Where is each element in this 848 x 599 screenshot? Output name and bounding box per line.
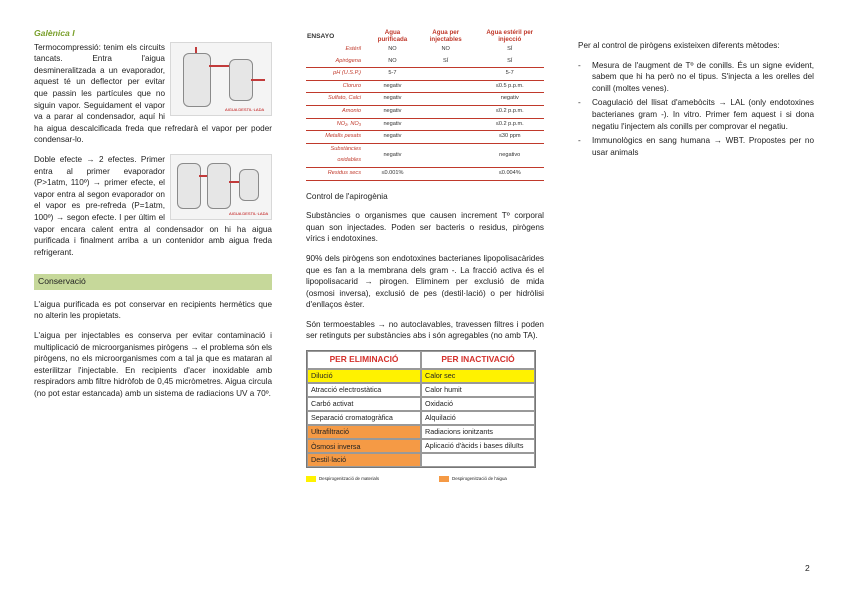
pyrogen-cell: Calor humit bbox=[421, 383, 535, 397]
conservation-paragraph-1: L'aigua purificada es pot conservar en recipients hermètics que no alterin les propietats. bbox=[34, 299, 272, 321]
pyrogen-cell: Aplicació d'àcids i bases diluïts bbox=[421, 439, 535, 453]
pyrogen-methods-table bbox=[306, 350, 536, 468]
table-header: Agua per injectables bbox=[429, 29, 462, 43]
table-row: Cloruro negativ ≤0.5 p.p.m. bbox=[306, 80, 544, 93]
pyrogen-cell: Oxidació bbox=[421, 397, 535, 411]
section-heading-apirogenia: Control de l'apirogènia bbox=[306, 191, 388, 201]
pyrogen-cell: Dilució bbox=[307, 369, 421, 383]
conservation-paragraph-2: L'aigua per injectables es conserva per evitar contaminació i multiplicació de microorganismes pirògens → el problema són els pirògens, no els microorganismes com a tal ja que es mataran al esterilitzar l'injectable. En recipients d'acer inoxidable amb respiradors amb filtre hidròfob de 0,45 micròmetres. Aigua circula (no pot estar estancada) amb un sistema de radiacions UV a 70º. bbox=[34, 331, 272, 399]
column-middle bbox=[306, 28, 544, 485]
list-dash: - bbox=[578, 136, 581, 146]
table-header: Agua purificada bbox=[377, 29, 408, 43]
table-row: Substàncies oxidables negativ negativo bbox=[306, 143, 544, 167]
double-effect-diagram bbox=[170, 154, 272, 220]
diagram-caption: AIGUA DESTIL·LADA bbox=[225, 106, 265, 112]
table-header: Agua estéril per injecció bbox=[486, 29, 534, 43]
page-number: 2 bbox=[805, 563, 810, 573]
document-title: Galènica I bbox=[34, 28, 75, 38]
pyrogen-cell: Atracció electrostàtica bbox=[307, 383, 421, 397]
pyrogen-legend bbox=[306, 473, 544, 485]
methods-list bbox=[578, 60, 814, 159]
table-row: Residus secs ≤0.001% ≤0.004% bbox=[306, 167, 544, 180]
list-dash: - bbox=[578, 60, 581, 70]
pyrogen-cell: Radiacions ionitzants bbox=[421, 425, 535, 439]
table-row: pH (U.S.P.) 5-7 5-7 bbox=[306, 68, 544, 81]
table-row: Metalls pesats negativ ≤30 ppm bbox=[306, 131, 544, 144]
pyrogen-cell: Òsmosi inversa bbox=[307, 439, 421, 453]
legend-swatch-orange bbox=[439, 476, 449, 482]
table-row: Amonio negativ ≤0.2 p.p.m. bbox=[306, 105, 544, 118]
water-specs-table bbox=[306, 28, 544, 181]
pyrogen-cell: Destil·lació bbox=[307, 453, 421, 467]
legend-swatch-yellow bbox=[306, 476, 316, 482]
pyrogen-header-inactivation: PER INACTIVACIÓ bbox=[421, 351, 535, 369]
list-dash: - bbox=[578, 98, 581, 108]
section-heading-conservacio: Conservació bbox=[34, 274, 272, 290]
legend-label: Despirogenització de l'aigua bbox=[452, 476, 507, 482]
pyrogen-cell-empty bbox=[421, 453, 535, 467]
termocompression-paragraph: Termocompressió: tenim els circuits tancats. Entra l'aigua desmineralitzada a un evaporador, aquest té un deflector per evitar que passin les partícules que no siguin vapor. Seguidament el vapor va a parar al condensador, aquí hi ha aigua descalcificada freda que refredarà el vapor per poder condensar-lo. bbox=[34, 42, 272, 145]
legend-label: Despirogenització de materials bbox=[319, 476, 380, 482]
pyrogen-cell: Separació cromatogràfica bbox=[307, 411, 421, 425]
termocompression-diagram bbox=[170, 42, 272, 116]
pyrogen-cell: Alquilació bbox=[421, 411, 535, 425]
diagram-caption: AIGUA DESTIL·LADA bbox=[229, 210, 269, 216]
double-effect-paragraph: Doble efecte → 2 efectes. Primer entra al primer evaporador (P>1atm, 110º) → primer efecte, el vapor entra al segon evaporador on el vapor es pre-refreda (P=1atm, 100º) → segon efecte. I per últim el vapor encara calent entra al condensador on hi ha aigua purificada i finalment arriba a un contenidor amb aigua freda refrigerant. bbox=[34, 154, 272, 257]
list-item: - Mesura de l'augment de Tº de conills. És un signe evident, sabem que hi ha però no el tipus. S'injecta a les orelles del conill (moltes venes). bbox=[578, 60, 814, 93]
table-header: ENSAYO bbox=[307, 32, 335, 40]
methods-intro: Per al control de pirògens existeixen diferents mètodes: bbox=[578, 41, 780, 50]
table-row: Apirógena NO SÍ SÍ bbox=[306, 56, 544, 68]
column-right bbox=[578, 28, 814, 161]
list-item: - Immunològics en sang humana → WBT. Propostes per no usar animals bbox=[578, 136, 814, 157]
table-row: Sulfato, Calci negativ negativ bbox=[306, 93, 544, 106]
pyrogen-cell: Calor sec bbox=[421, 369, 535, 383]
pyrogen-header-elimination: PER ELIMINACIÓ bbox=[307, 351, 421, 369]
list-item: - Coagulació del llisat d'amebòcits → LAL (only endotoxines bacterianes gram -). In vitro. Primer fem aquest i si dona negatiu l'injectem als conills per comprovar el negatiu. bbox=[578, 98, 814, 131]
table-row: Estéril NO NO SÍ bbox=[345, 46, 513, 52]
apirogenia-paragraph-2: 90% dels pirògens son endotoxines bacterianes lipopolisacàrides que es fan a la membrana dels gram -. La fracció activa és el lipopolisacarid → pirogen. Eliminem per exclusió de mida (osmosi inversa), exclusió de pes (destil·lació) o per hidròlisi d'enllaços èster. bbox=[306, 253, 544, 310]
apirogenia-paragraph-3: Són termoestables → no autoclavables, travessen filtres i poden ser retinguts per substàncies abs i són agregables (no amb TA). bbox=[306, 319, 544, 341]
pyrogen-cell: Ultrafiltració bbox=[307, 425, 421, 439]
apirogenia-paragraph-1: Substàncies o organismes que causen increment Tº corporal quan son injectades. Poden ser bacteris o residus, pirògens vírics i endotoxines. bbox=[306, 211, 544, 244]
table-row: NO₂, NO₃ negativ ≤0.2 p.p.m. bbox=[306, 118, 544, 131]
pyrogen-cell: Carbó activat bbox=[307, 397, 421, 411]
column-left bbox=[34, 28, 272, 408]
